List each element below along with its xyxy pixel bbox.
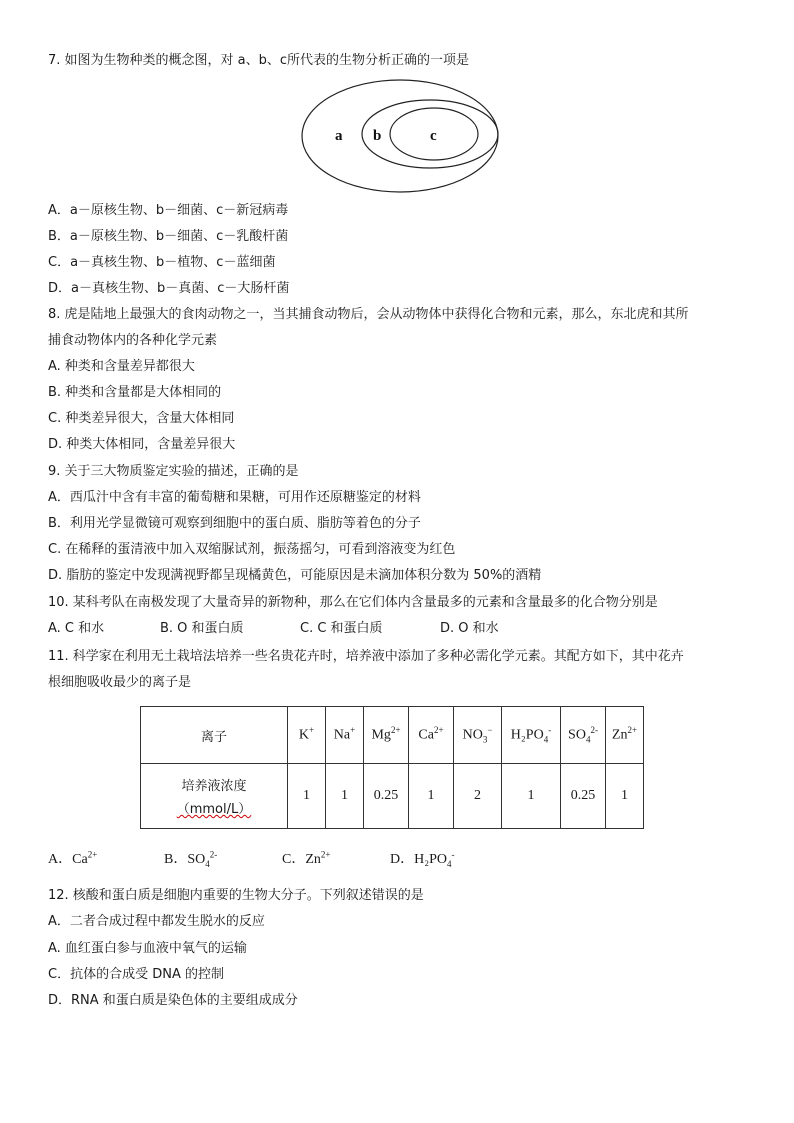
- ion-header-cell: 离子: [141, 707, 288, 764]
- q8-option-b: B. 种类和含量都是大体相同的: [48, 385, 222, 400]
- value-cell: 1: [606, 764, 644, 829]
- q7-option-c: C．a－真核生物、b－植物、c－蓝细菌: [48, 255, 276, 270]
- q9-option-d: D. 脂肪的鉴定中发现满视野都呈现橘黄色，可能原因是未滴加体积分数为 50%的酒精: [48, 568, 542, 583]
- ion-cell: $NO_3^-$: [454, 707, 502, 764]
- q11-option-a: A．$Ca^{2+}$: [48, 849, 98, 867]
- value-cell: 0.25: [561, 764, 606, 829]
- q12-option-d: D．RNA 和蛋白质是染色体的主要组成成分: [48, 993, 298, 1008]
- q10-option-c: C. C 和蛋白质: [300, 621, 383, 636]
- value-cell: 1: [288, 764, 326, 829]
- value-cell: 1: [326, 764, 364, 829]
- concentration-header-cell: [141, 764, 288, 829]
- ion-cell: $H_2PO_4^-$: [502, 707, 561, 764]
- q11-option-b: B．$SO_4^{2-}$: [164, 849, 218, 869]
- ellipse-a: [302, 80, 498, 192]
- q7-option-a: A．a－原核生物、b－细菌、c－新冠病毒: [48, 203, 289, 218]
- q10-option-a: A. C 和水: [48, 621, 105, 636]
- q12-option-c: C．抗体的合成受 DNA 的控制: [48, 967, 224, 982]
- concentration-unit: （mmol/L）: [176, 802, 252, 817]
- q7-option-b: B．a－原核生物、b－细菌、c－乳酸杆菌: [48, 229, 289, 244]
- value-cell: 1: [502, 764, 561, 829]
- q8-option-c: C. 种类差异很大，含量大体相同: [48, 411, 235, 426]
- q12-stem: 12. 核酸和蛋白质是细胞内重要的生物大分子。下列叙述错误的是: [48, 888, 424, 903]
- q10-stem: 10. 某科考队在南极发现了大量奇异的新物种，那么在它们体内含量最多的元素和含量最多的化合物分别是: [48, 595, 658, 610]
- q9-option-a: A．西瓜汁中含有丰富的葡萄糖和果糖，可用作还原糖鉴定的材料: [48, 490, 421, 505]
- q8-stem-line1: 8. 虎是陆地上最强大的食肉动物之一，当其捕食动物后，会从动物体中获得化合物和元素，那么，东北虎和其所: [48, 307, 689, 322]
- value-cell: 0.25: [364, 764, 409, 829]
- q11-option-d: D．$H_2PO_4^-$: [390, 849, 455, 869]
- value-cell: 1: [409, 764, 454, 829]
- q7-option-d: D．a－真核生物、b－真菌、c－大肠杆菌: [48, 281, 290, 296]
- q7-stem: 7. 如图为生物种类的概念图，对 a、b、c所代表的生物分析正确的一项是: [48, 53, 470, 68]
- label-a: a: [335, 128, 343, 144]
- q8-stem-line2: 捕食动物体内的各种化学元素: [48, 333, 218, 348]
- ion-cell: K+: [288, 707, 326, 764]
- q10-option-d: D. O 和水: [440, 621, 499, 636]
- ion-cell: Na+: [326, 707, 364, 764]
- q12-option-a: A．二者合成过程中都发生脱水的反应: [48, 914, 265, 929]
- q12-option-b: A. 血红蛋白参与血液中氧气的运输: [48, 941, 247, 956]
- q11-stem-line1: 11. 科学家在利用无土栽培法培养一些名贵花卉时，培养液中添加了多种必需化学元素。其配方如下，其中花卉: [48, 649, 684, 664]
- q11-stem-line2: 根细胞吸收最少的离子是: [48, 675, 192, 690]
- ion-cell: $Mg^{2+}$: [364, 707, 409, 764]
- concentration-label: 培养液浓度: [181, 779, 247, 794]
- label-b: b: [373, 128, 382, 144]
- ion-cell: $SO_4^{2-}$: [561, 707, 606, 764]
- ion-concentration-table: [140, 706, 644, 829]
- ion-cell: $Zn^{2+}$: [606, 707, 644, 764]
- q10-option-b: B. O 和蛋白质: [160, 621, 244, 636]
- table-row: [141, 707, 644, 764]
- ion-cell: $Ca^{2+}$: [409, 707, 454, 764]
- q9-stem: 9. 关于三大物质鉴定实验的描述，正确的是: [48, 464, 299, 479]
- q9-option-c: C. 在稀释的蛋清液中加入双缩脲试剂，振荡摇匀，可看到溶液变为红色: [48, 542, 456, 557]
- concept-diagram: [300, 78, 500, 194]
- q9-option-b: B．利用光学显微镜可观察到细胞中的蛋白质、脂肪等着色的分子: [48, 516, 421, 531]
- q8-option-a: A. 种类和含量差异都很大: [48, 359, 195, 374]
- q11-option-c: C．$Zn^{2+}$: [282, 849, 331, 867]
- label-c: c: [430, 128, 437, 144]
- q8-option-d: D. 种类大体相同，含量差异很大: [48, 437, 236, 452]
- table-row: [141, 764, 644, 829]
- value-cell: 2: [454, 764, 502, 829]
